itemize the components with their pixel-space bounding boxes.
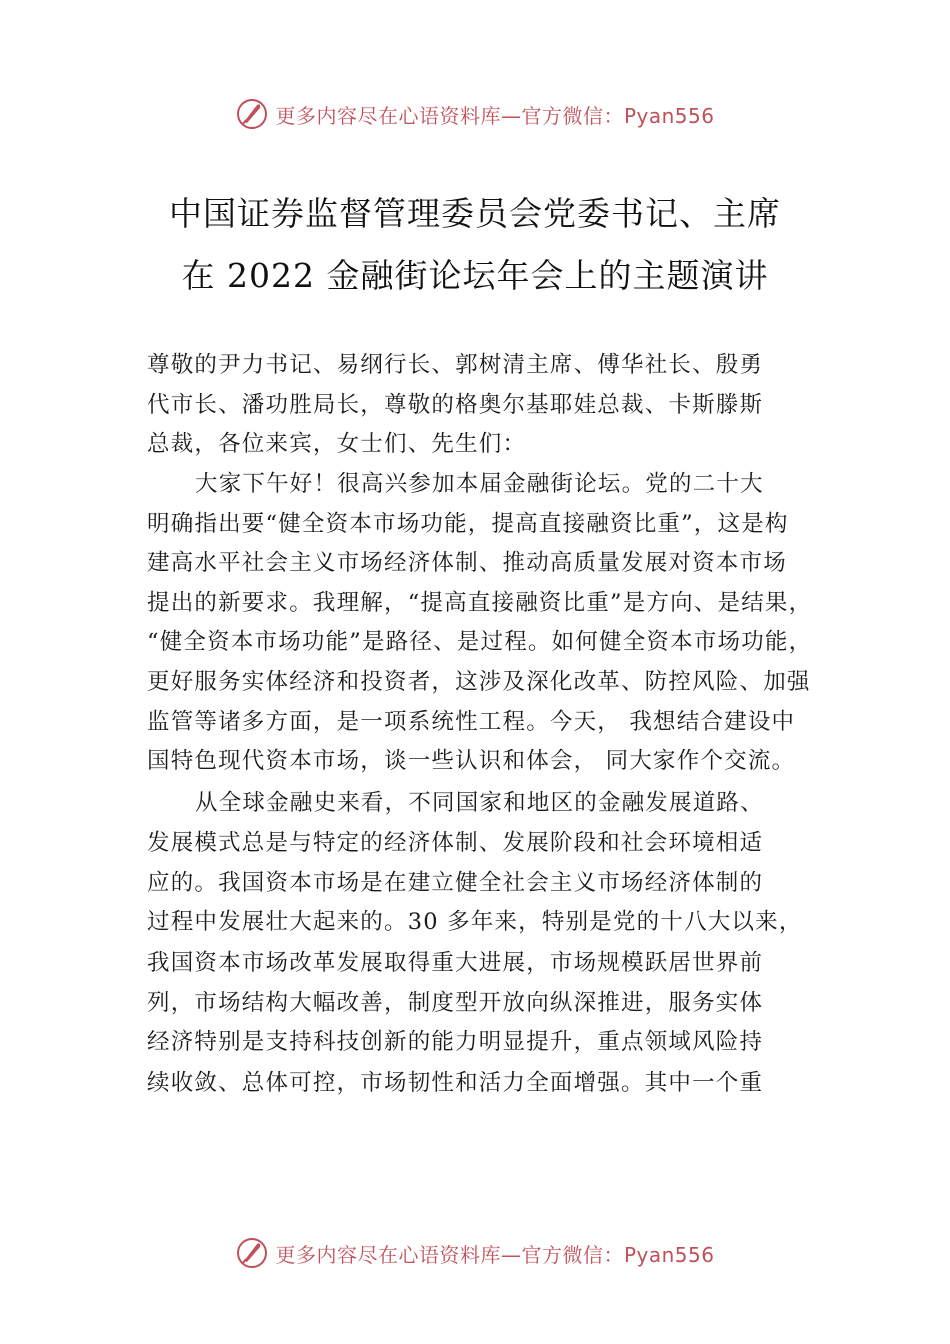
body-line: 代市长、潘功胜局长，尊敬的格奥尔基耶娃总裁、卡斯滕斯 — [147, 392, 764, 418]
body-line: 应的。我国资本市场是在建立健全社会主义市场经济体制的 — [147, 870, 764, 896]
body-line: 发展模式总是与特定的经济体制、发展阶段和社会环境相适 — [147, 830, 764, 856]
body-line: 监管等诸多方面，是一项系统性工程。今天， 我想结合建设中 — [147, 709, 796, 735]
body-line: “健全资本市场功能”是路径、是过程。如何健全资本市场功能， — [147, 629, 813, 655]
body-line: 过程中发展壮大起来的。30 多年来，特别是党的十八大以来， — [147, 909, 803, 935]
watermark-banner-top — [0, 94, 950, 134]
body-line: 我国资本市场改革发展取得重大进展，市场规模跃居世界前 — [147, 950, 764, 976]
body-line: 续收敛、总体可控，市场韧性和活力全面增强。其中一个重 — [147, 1070, 764, 1096]
watermark-text: 更多内容尽在心语资料库—官方微信：Pyan556 — [275, 1242, 715, 1267]
body-line: 从全球金融史来看，不同国家和地区的金融发展道路、 — [195, 790, 764, 816]
body-line: 更好服务实体经济和投资者，这涉及深化改革、防控风险、加强 — [147, 669, 811, 695]
body-line: 大家下午好！很高兴参加本届金融街论坛。党的二十大 — [195, 471, 764, 497]
quill-pen-logo-icon — [235, 97, 269, 131]
watermark-text: 更多内容尽在心语资料库—官方微信：Pyan556 — [275, 103, 715, 128]
quill-pen-logo-icon — [235, 1236, 269, 1270]
body-line: 国特色现代资本市场，谈一些认识和体会， 同大家作个交流。 — [147, 748, 796, 774]
body-line: 建高水平社会主义市场经济体制、推动高质量发展对资本市场 — [147, 550, 787, 576]
body-line: 明确指出要“健全资本市场功能，提高直接融资比重”，这是构 — [147, 511, 789, 537]
document-title-line-1: 中国证券监督管理委员会党委书记、主席 — [169, 194, 781, 233]
watermark-banner-bottom — [0, 1233, 950, 1273]
body-line: 经济特别是支持科技创新的能力明显提升，重点领域风险持 — [147, 1029, 764, 1055]
body-line: 总裁，各位来宾，女士们、先生们： — [147, 431, 527, 457]
body-line: 提出的新要求。我理解，“提高直接融资比重”是方向、是结果， — [147, 590, 813, 616]
body-line: 列，市场结构大幅改善，制度型开放向纵深推进，服务实体 — [147, 990, 764, 1016]
document-title-line-2: 在 2022 金融街论坛年会上的主题演讲 — [181, 256, 769, 295]
body-line: 尊敬的尹力书记、易纲行长、郭树清主席、傅华社长、殷勇 — [147, 352, 764, 378]
